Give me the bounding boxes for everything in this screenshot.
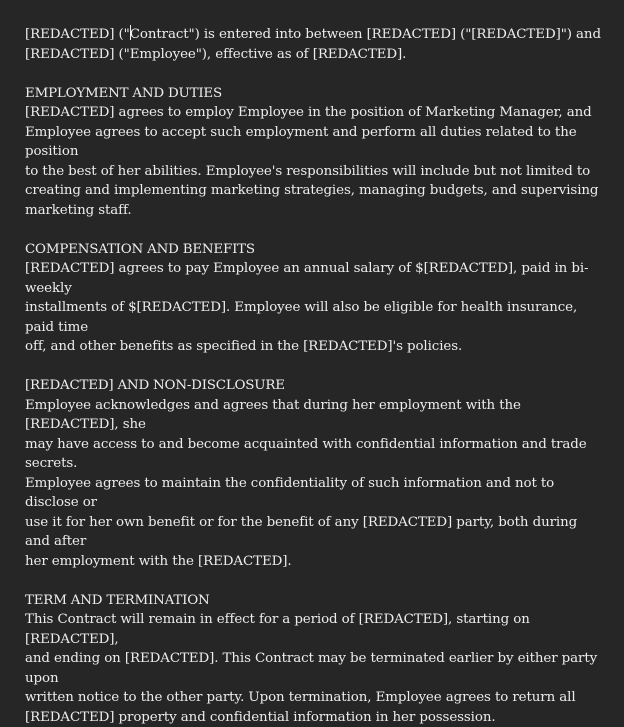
section-body: Employee acknowledges and agrees that during her employment with the [REDACTED], she may have access to and become acquainted with confidential information and trade secrets. Employee agrees to maintain the confidentiality of such information and not to disclose or use it for her own benefit or for the benefit of any [REDACTED] party, both during and after her employment with the [REDACTED]. xyxy=(25,396,605,572)
section-employment-and-duties xyxy=(25,84,605,221)
section-non-disclosure xyxy=(25,376,605,571)
section-term-and-termination xyxy=(25,591,605,727)
intro-line1-end: Contract") is entered into between [REDACTED] ("[REDACTED]") and xyxy=(130,27,601,42)
intro-line1-start: [REDACTED] (" xyxy=(25,27,130,42)
section-body: This Contract will remain in effect for a period of [REDACTED], starting on [REDACTED], and ending on [REDACTED]. This Contract may be terminated earlier by either party upon written notice to the other party. Upon termination, Employee agrees to return all [REDACTED] property and confidential information in her possession. xyxy=(25,610,605,727)
section-compensation-and-benefits xyxy=(25,240,605,357)
intro-paragraph xyxy=(25,25,605,64)
section-heading: [REDACTED] AND NON-DISCLOSURE xyxy=(25,376,605,396)
section-body: [REDACTED] agrees to pay Employee an annual salary of $[REDACTED], paid in bi-weekly installments of $[REDACTED]. Employee will also be eligible for health insurance, paid time off, and other benefits as specified in the [REDACTED]'s policies. xyxy=(25,259,605,357)
section-heading: COMPENSATION AND BENEFITS xyxy=(25,240,605,260)
intro-line2: [REDACTED] ("Employee"), effective as of [REDACTED]. xyxy=(25,47,406,62)
section-body: [REDACTED] agrees to employ Employee in the position of Marketing Manager, and Employee agrees to accept such employment and perform all duties related to the position to the best of her abilities. Employee's responsibilities will include but not limited to creating and implementing marketing strategies, managing budgets, and supervising marketing staff. xyxy=(25,103,605,220)
section-heading: TERM AND TERMINATION xyxy=(25,591,605,611)
section-heading: EMPLOYMENT AND DUTIES xyxy=(25,84,605,104)
document-body[interactable] xyxy=(25,25,605,727)
